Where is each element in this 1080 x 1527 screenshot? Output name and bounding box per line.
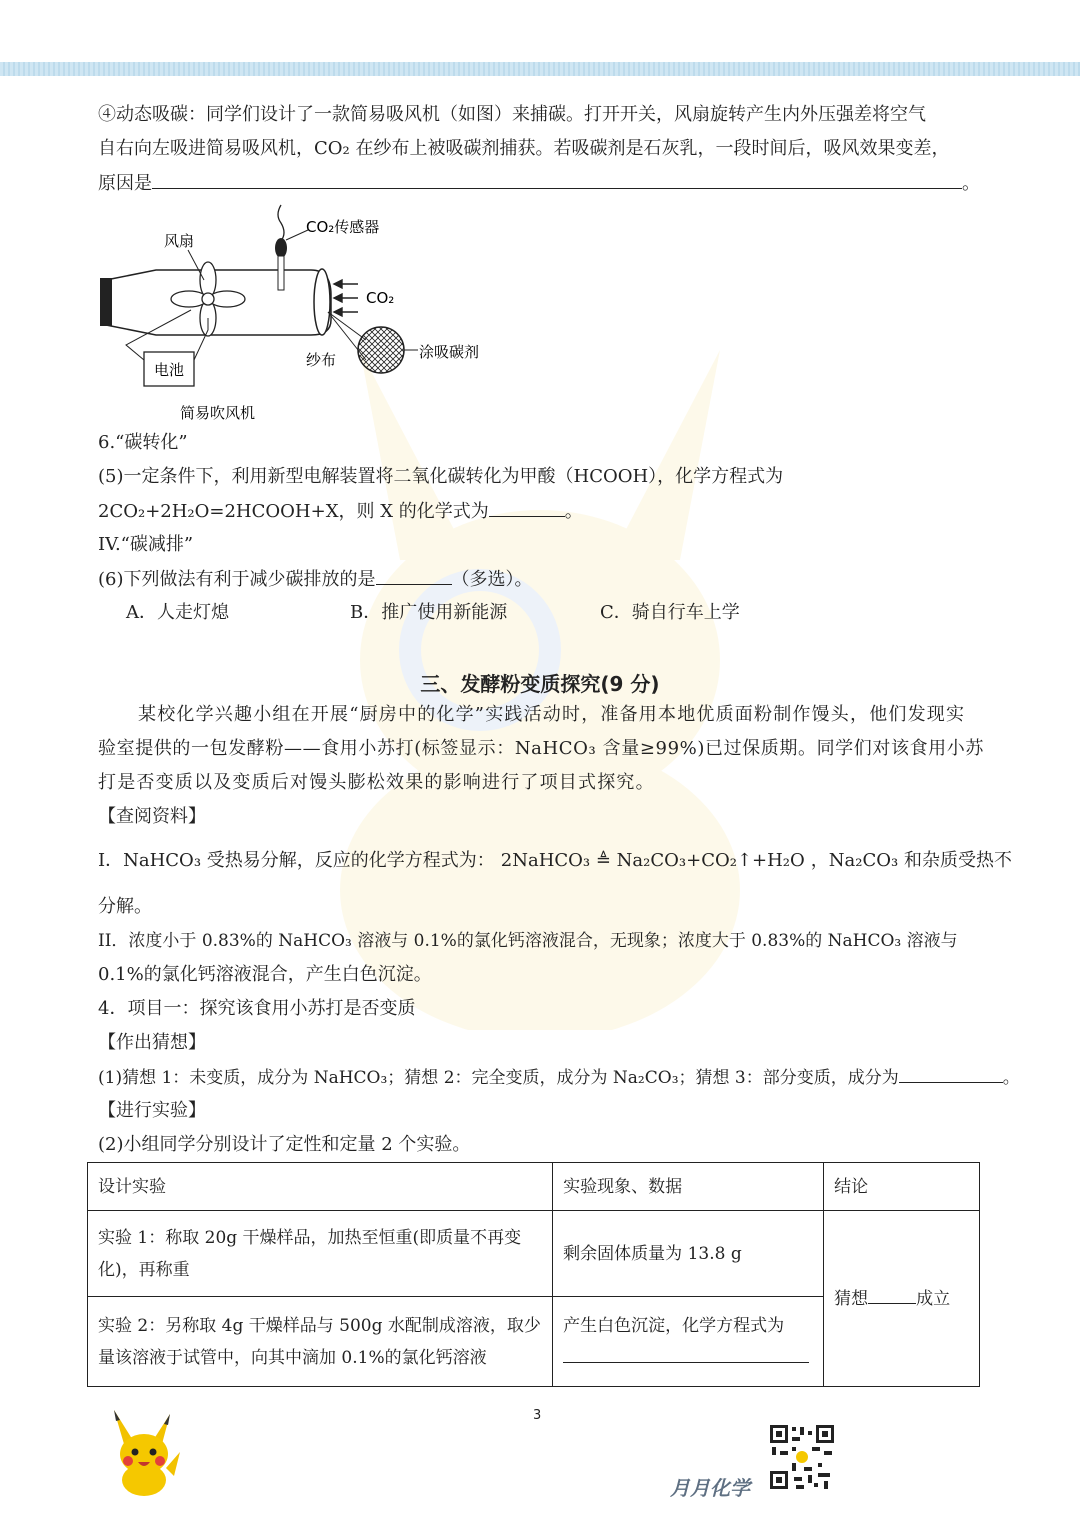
blower-diagram bbox=[96, 200, 516, 430]
label-gauze: 纱布 bbox=[306, 351, 337, 369]
question6-end: （多选）。 bbox=[451, 569, 533, 590]
question5-end: 。 bbox=[564, 501, 583, 522]
guess-title: 【作出猜想】 bbox=[98, 1032, 206, 1053]
question1 bbox=[98, 1064, 1020, 1091]
reference2-line1: II．浓度小于 0.83%的 NaHCO₃ 溶液与 0.1%的氯化钙溶液混合，无现象；浓度大于 0.83%的 NaHCO₃ 溶液与 bbox=[98, 931, 958, 951]
airflow-arrows bbox=[334, 280, 358, 316]
diagram-caption: 简易吹风机 bbox=[180, 404, 256, 422]
experiment-title: 【进行实验】 bbox=[98, 1100, 206, 1121]
reference1-equation: 2NaHCO₃ ≜ Na₂CO₃+CO₂↑+H₂O bbox=[500, 850, 805, 871]
question5-line1: (5)一定条件下，利用新型电解装置将二氧化碳转化为甲酸（HCOOH），化学方程式为 bbox=[98, 466, 784, 487]
brand-name: 月月化学 bbox=[670, 1476, 750, 1500]
label-fan: 风扇 bbox=[164, 232, 195, 250]
answer-blank-x-formula[interactable] bbox=[489, 498, 565, 517]
question6 bbox=[98, 566, 982, 593]
section6-title: 6.“碳转化” bbox=[98, 432, 188, 453]
question-dynamic-line3 bbox=[98, 170, 982, 197]
question5-line2 bbox=[98, 498, 982, 525]
header-band bbox=[0, 62, 1080, 76]
option-c[interactable]: C．骑自行车上学 bbox=[600, 602, 740, 623]
question6-prefix: (6)下列做法有利于减少碳排放的是 bbox=[98, 569, 376, 590]
intro-line1: 某校化学兴趣小组在开展“厨房中的化学”实践活动时，准备用本地优质面粉制作馒头，他们发现实 bbox=[138, 704, 966, 725]
table-header-design: 设计实验 bbox=[88, 1163, 553, 1211]
page-number: 3 bbox=[533, 1408, 542, 1423]
question1-end: 。 bbox=[1002, 1068, 1020, 1088]
question-dynamic-prefix: 原因是 bbox=[98, 173, 152, 194]
blower-end-cap bbox=[100, 278, 112, 326]
label-co2-inflow: CO₂ bbox=[366, 289, 395, 307]
mascot-logo bbox=[104, 1408, 184, 1498]
table-header-observation: 实验现象、数据 bbox=[553, 1163, 824, 1211]
question-dynamic-line2: 自右向左吸进简易吸风机，CO₂ 在纱布上被吸碳剂捕获。若吸碳剂是石灰乳，一段时间后，吸风效果变差， bbox=[98, 138, 950, 159]
question-dynamic-end: 。 bbox=[962, 173, 980, 194]
section3-heading: 三、发酵粉变质探究(9 分) bbox=[420, 672, 660, 696]
option-a[interactable]: A．人走灯熄 bbox=[126, 602, 229, 623]
intro-line2: 验室提供的一包发酵粉——食用小苏打(标签显示：NaHCO₃ 含量≥99%)已过保质期。同学们对该食用小苏 bbox=[98, 738, 984, 759]
label-battery: 电池 bbox=[154, 361, 185, 379]
reference1 bbox=[98, 848, 1012, 874]
section-iv-title: IV.“碳减排” bbox=[98, 534, 194, 555]
project1-title: 4．项目一：探究该食用小苏打是否变质 bbox=[98, 998, 416, 1019]
answer-blank-reason[interactable] bbox=[152, 170, 962, 189]
intro-line3: 打是否变质以及变质后对馒头膨松效果的影响进行了项目式探究。 bbox=[98, 772, 655, 793]
question5-prefix: 2CO₂+2H₂O=2HCOOH+X，则 X 的化学式为 bbox=[98, 501, 489, 522]
conclusion-prefix: 猜想 bbox=[834, 1288, 869, 1309]
answer-blank-equation[interactable] bbox=[563, 1348, 809, 1363]
experiment-table bbox=[87, 1162, 980, 1387]
reference-title: 【查阅资料】 bbox=[98, 806, 206, 827]
table-row2-design: 实验 2：另称取 4g 干燥样品与 500g 水配制成溶液，取少量该溶液于试管中，向其中滴加 0.1%的氯化钙溶液 bbox=[88, 1297, 553, 1387]
table-conclusion bbox=[824, 1211, 980, 1387]
answer-blank-q6[interactable] bbox=[376, 566, 452, 585]
row2-observation-text: 产生白色沉淀，化学方程式为 bbox=[563, 1315, 785, 1336]
table-row1-design: 实验 1：称取 20g 干燥样品，加热至恒重(即质量不再变化)，再称重 bbox=[88, 1211, 553, 1297]
table-row1-observation: 剩余固体质量为 13.8 g bbox=[553, 1211, 824, 1297]
label-co2-sensor: CO₂传感器 bbox=[306, 218, 380, 236]
table-header-conclusion: 结论 bbox=[824, 1163, 980, 1211]
reference2-line2: 0.1%的氯化钙溶液混合，产生白色沉淀。 bbox=[98, 964, 432, 985]
question2: (2)小组同学分别设计了定性和定量 2 个实验。 bbox=[98, 1134, 471, 1155]
label-absorbent: 涂吸碳剂 bbox=[419, 343, 480, 361]
reference1-continuation: 分解。 bbox=[98, 896, 152, 917]
qr-code[interactable] bbox=[768, 1423, 836, 1491]
question-dynamic-line1: ④动态吸碳：同学们设计了一款简易吸风机（如图）来捕碳。打开开关，风扇旋转产生内外压强差将空气 bbox=[98, 104, 926, 125]
answer-blank-conclusion[interactable] bbox=[868, 1285, 916, 1304]
question1-prefix: (1)猜想 1：未变质，成分为 NaHCO₃；猜想 2：完全变质，成分为 Na₂CO₃；猜想 3：部分变质，成分为 bbox=[98, 1068, 899, 1088]
option-b[interactable]: B．推广使用新能源 bbox=[350, 602, 508, 623]
reference1-prefix: I．NaHCO₃ 受热易分解，反应的化学方程式为： bbox=[98, 850, 495, 871]
reference1-suffix: ，Na₂CO₃ 和杂质受热不 bbox=[810, 850, 1012, 871]
answer-blank-guess3[interactable] bbox=[899, 1064, 1003, 1083]
conclusion-suffix: 成立 bbox=[916, 1288, 951, 1309]
absorbent-gauze-icon bbox=[358, 327, 404, 373]
table-row2-observation bbox=[553, 1297, 824, 1387]
